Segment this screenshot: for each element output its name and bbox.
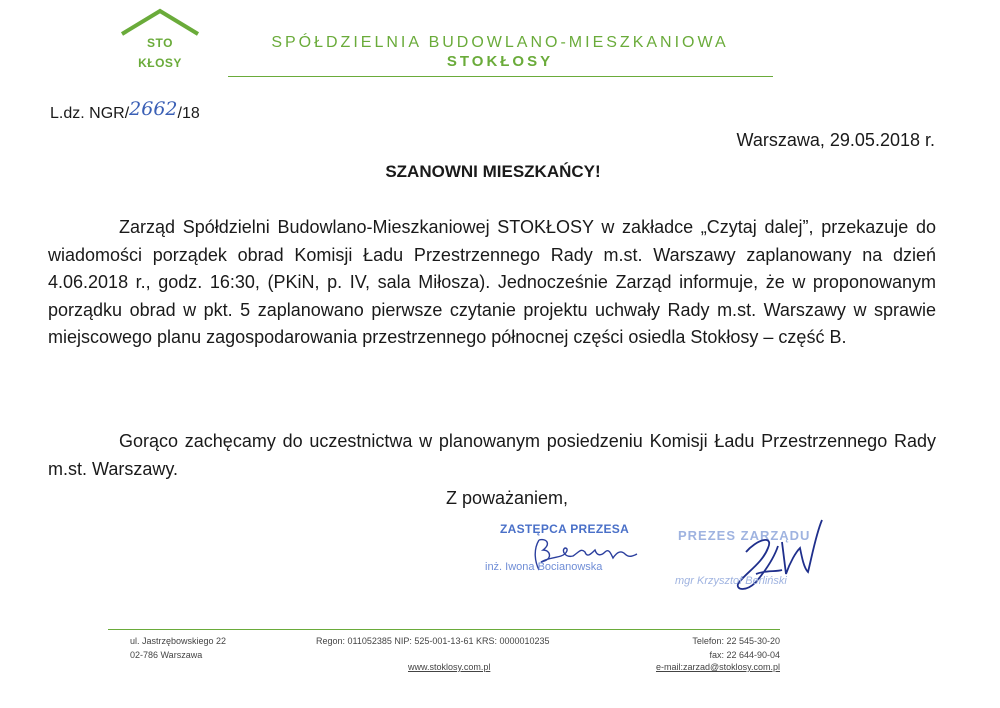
reference-number xyxy=(50,98,200,123)
closing-phrase: Z poważaniem, xyxy=(446,488,569,508)
footer-website-link[interactable]: www.stoklosy.com.pl xyxy=(408,662,491,672)
reference-suffix: /18 xyxy=(177,105,200,122)
letter-greeting: SZANOWNI MIESZKAŃCY! xyxy=(385,162,601,181)
cooperative-logo xyxy=(118,8,202,74)
header-divider xyxy=(228,76,773,77)
logo-text-line2: KŁOSY xyxy=(138,56,182,70)
footer-fax: fax: 22 644-90-04 xyxy=(709,650,780,660)
reference-handwritten-number: 2662 xyxy=(129,98,178,120)
cooperative-name: SPÓŁDZIELNIA BUDOWLANO-MIESZKANIOWA xyxy=(271,34,729,51)
deputy-stamp-name: inż. Iwona Bocianowska xyxy=(485,561,603,573)
deputy-stamp-title: ZASTĘPCA PREZESA xyxy=(500,522,630,536)
footer-divider xyxy=(108,629,780,630)
footer-phone: Telefon: 22 545-30-20 xyxy=(692,636,780,646)
roof-icon xyxy=(118,8,202,38)
president-signature xyxy=(716,512,836,602)
letter-date: Warszawa, 29.05.2018 r. xyxy=(736,130,935,150)
president-stamp-title: PREZES ZARZĄDU xyxy=(678,528,811,543)
footer-address-street: ul. Jastrzębowskiego 22 xyxy=(130,636,227,646)
footer-email-link[interactable]: e-mail:zarzad@stoklosy.com.pl xyxy=(655,662,780,672)
reference-prefix: L.dz. NGR/ xyxy=(50,105,130,122)
cooperative-name-short: STOKŁOSY xyxy=(446,53,554,70)
footer-registry: Regon: 011052385 NIP: 525-001-13-61 KRS: 0000010235 xyxy=(316,636,550,646)
president-stamp-name: mgr Krzysztof Berliński xyxy=(675,575,787,587)
logo-text-line1: STO xyxy=(147,36,173,50)
footer-address-city: 02-786 Warszawa xyxy=(130,650,203,660)
body-paragraph-1: Zarząd Spółdzielni Budowlano-Mieszkaniowej STOKŁOSY w zakładce „Czytaj dalej”, przekazuje do wiadomości porządek obrad Komisji Ładu Przestrzennego Rady m.st. Warszawy zaplanowany na dzień 4.06.2018 r., godz. 16:30, (PKiN, p. IV, sala Miłosza). Jednocześnie Zarząd informuje, że w proponowanym porządku obrad w pkt. 5 zaplanowano pierwsze czytanie projektu uchwały Rady m.st. Warszawy w sprawie miejscowego planu zagospodarowania przestrzennego północnej części osiedla Stokłosy – część B. xyxy=(48,217,936,347)
body-paragraph-2: Gorąco zachęcamy do uczestnictwa w planowanym posiedzeniu Komisji Ładu Przestrzennego Rady m.st. Warszawy. xyxy=(48,431,936,479)
